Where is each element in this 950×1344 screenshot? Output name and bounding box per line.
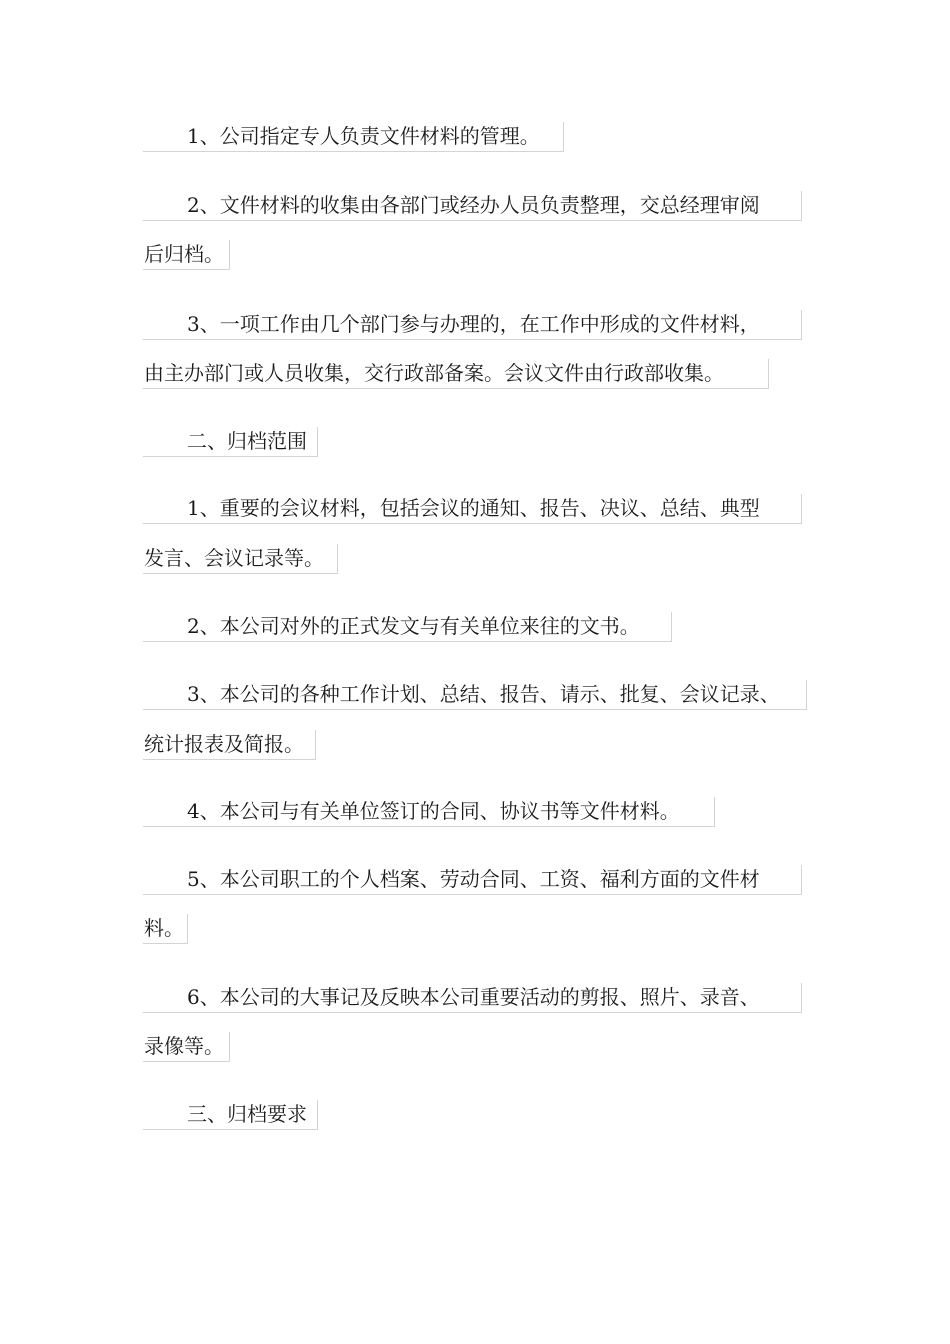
paragraph-line: 后归档。 [143, 240, 230, 270]
paragraph-line: 录像等。 [143, 1032, 230, 1062]
paragraph-line: 由主办部门或人员收集，交行政部备案。会议文件由行政部收集。 [143, 359, 769, 389]
paragraph-line: 料。 [143, 914, 188, 944]
paragraph-line: 1、重要的会议材料，包括会议的通知、报告、决议、总结、典型 [143, 494, 802, 524]
paragraph-line: 6、本公司的大事记及反映本公司重要活动的剪报、照片、录音、 [143, 983, 802, 1013]
paragraph-line: 统计报表及简报。 [143, 730, 316, 760]
section-heading: 二、归档范围 [143, 427, 318, 457]
section-heading: 三、归档要求 [143, 1100, 318, 1130]
paragraph-line: 发言、会议记录等。 [143, 544, 338, 574]
paragraph-line: 1、公司指定专人负责文件材料的管理。 [143, 122, 564, 152]
paragraph-line: 4、本公司与有关单位签订的合同、协议书等文件材料。 [143, 797, 715, 827]
paragraph-line: 3、本公司的各种工作计划、总结、报告、请示、批复、会议记录、 [143, 680, 807, 710]
paragraph-line: 3、一项工作由几个部门参与办理的，在工作中形成的文件材料， [143, 310, 802, 340]
paragraph-line: 2、本公司对外的正式发文与有关单位来往的文书。 [143, 612, 672, 642]
paragraph-line: 2、文件材料的收集由各部门或经办人员负责整理，交总经理审阅 [143, 191, 802, 221]
paragraph-line: 5、本公司职工的个人档案、劳动合同、工资、福利方面的文件材 [143, 865, 802, 895]
